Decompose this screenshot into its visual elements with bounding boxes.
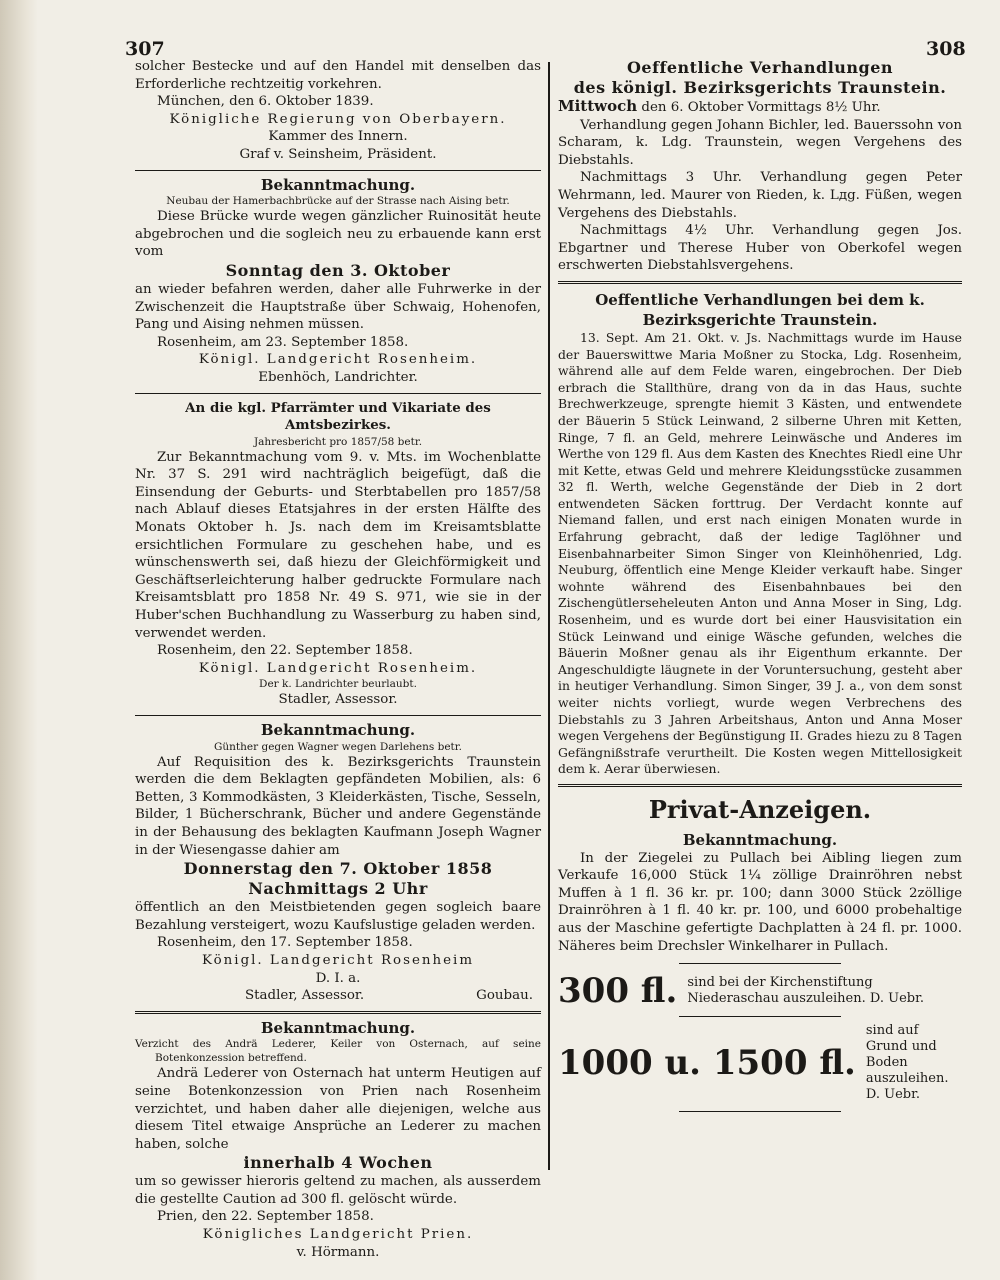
private-notice-title: Bekanntmachung. [682, 830, 838, 849]
hearing-item: Nachmittags 3 Uhr. Verhandlung gegen Peter Wehrmann, led. Maurer von Rieden, k. Lдg. Füßen, wegen Vergehens des Diebstahls. [558, 170, 962, 221]
ad-text: sind bei der Kirchenstiftung Niederaschau auszuleihen. D. Uebr. [687, 975, 925, 1007]
notice-title: An die kgl. Pfarrämter und Vikariate des Amtsbezirkes. [185, 399, 491, 434]
notice-subject: Verzicht des Andrä Lederer, Keiler von Osternach, auf seine Botenkonzession betreffend. [135, 1038, 541, 1065]
divider [558, 281, 962, 284]
report-title: Oeffentliche Verhandlungen bei dem k. Bezirksgerichte Traunstein. [595, 290, 925, 329]
private-section-title: Privat-Anzeigen. [648, 794, 872, 824]
notice-place-date: Rosenheim, am 23. September 1858. [157, 334, 409, 350]
notice-signature: Ebenhöch, Landrichter. [258, 369, 418, 385]
divider [135, 715, 541, 716]
divider [135, 393, 541, 394]
column-divider [548, 62, 550, 1170]
hearings-report [558, 290, 962, 778]
intro-signature: Graf v. Seinsheim, Präsident. [239, 146, 437, 162]
private-ads [558, 793, 962, 1112]
notice-court: Königl. Landgericht Rosenheim. [198, 660, 478, 676]
notice-subject: Günther gegen Wagner wegen Darlehens betr. [214, 740, 462, 753]
intro-authority: Königliche Regierung von Oberbayern. [169, 111, 507, 127]
notice-place-date: Rosenheim, den 17. September 1858. [157, 935, 413, 951]
notice-text-2: öffentlich an den Meistbietenden gegen sogleich baare Bezahlung versteigert, wozu Kaufslustige geladen werden. [135, 900, 541, 933]
hearing-item: Nachmittags 4½ Uhr. Verhandlung gegen Jos. Ebgartner und Therese Huber von Oberkofel wegen erschwerten Diebstahlsvergehens. [558, 223, 962, 274]
divider [558, 784, 962, 787]
report-text: 13. Sept. Am 21. Okt. v. Js. Nachmittags wurde im Hause der Bauerswittwe Maria Moßner zu Stocka, Ldg. Rosenheim, während alle auf dem Felde waren, eingebrochen. Der Dieb erbrach die Stallthüre, drang von da in das Haus, suchte Brechwerkzeuge, sprengte hiemit 3 Kästen, und entwendete der Bäuerin 5 Stück Leinwand, 2 silberne Uhren mit Ketten, Ringe, 7 fl. an Geld, mehrere Leinwäsche und Anderes im Werthe von 129 fl. Aus dem Kasten des Knechtes Riedl eine Uhr mit Kette, etwas Geld und mehrere Kleidungsstücke zusammen 32 fl. Werth, welche Gegenstände der Dieb in 2 dort entwendeten Säcken forttrug. Der Verdacht konnte auf Niemand fallen, und erst nach einigen Monaten wurde in Erfahrung gebracht, daß der ledige Taglöhner und Eisenbahnarbeiter Simon Singer von Kleinhöhenried, Ldg. Neuburg, öffentlich eine Menge Kleider verkauft habe. Singer wohnte während des Eisenbahnbaues bei den Zischengütlerseheleuten Anton und Anna Moser in Sing, Ldg. Rosenheim, und es wurde dort bei einer Hausvisitation ein Stück Leinwand und einige Wäsche gefunden, welches die Bäuerin Moßner genau als ihr Eigenthum erkannte. Der Angeschuldigte läugnete in der Voruntersuchung, gesteht aber in heutiger Verhandlung. Simon Singer, 39 J. a., von dem sonst weiter nichts vorliegt, wurde wegen Verbrechens des Diebstahls zu 3 Jahren Arbeitshaus, Anton und Anna Moser wegen Vergehens der Begünstigung II. Grades hiezu zu 8 Tagen Gefängnißstrafe verurtheilt. Die Kosten wegen Mittellosigkeit dem k. Aerar überwiesen. [558, 329, 962, 777]
notice-auction [135, 722, 541, 1005]
ad-amount: 1000 u. 1500 fl. [558, 1043, 856, 1084]
notice-deadline: innerhalb 4 Wochen [243, 1153, 433, 1173]
hearings-day: Mittwoch [558, 97, 638, 115]
notice-cosign: Goubau. [476, 988, 533, 1004]
divider [135, 1011, 541, 1014]
notice-title: Bekanntmachung. [260, 721, 416, 739]
left-column [135, 58, 541, 1261]
notice-time: Nachmittags 2 Uhr [248, 879, 428, 899]
notice-waiver [135, 1020, 541, 1262]
notice-text-2: an wieder befahren werden, daher alle Fuhrwerke in der Zwischenzeit die Hauptstraße über Schwaig, Hohenofen, Pang und Aising nehmen müssen. [135, 281, 541, 333]
divider [679, 963, 841, 964]
intro-section [135, 58, 541, 164]
hearing-item: Verhandlung gegen Johann Bichler, led. Bauerssohn von Scharam, k. Ldg. Traunstein, wegen Vergehens des Diebstahls. [558, 117, 962, 168]
signature-line [135, 987, 541, 1005]
notice-court: Königl. Landgericht Rosenheim. [198, 352, 478, 368]
notice-signature: v. Hörmann. [296, 1244, 380, 1260]
notice-court: Königl. Landgericht Rosenheim [201, 952, 475, 968]
notice-text: Diese Brücke wurde wegen gänzlicher Ruinosität heute abgebrochen und die sogleich neu zu erbauende kann erst vom [135, 209, 541, 260]
page-number-left: 307 [125, 38, 165, 60]
page-number-right: 308 [926, 38, 966, 60]
ad-300 [558, 972, 962, 1010]
private-notice-text: In der Ziegelei zu Pullach bei Aibling liegen zum Verkaufe 16,000 Stück 1¼ zöllige Drainröhren nebst Muffen à 1 fl. 36 kr. pr. 100; dann 3000 Stück 2zöllige Drainröhren à 1 fl. 40 kr. pr. 100, und 6000 probehaltige aus der Maschine gefertigte Dachplatten à 24 fl. pr. 1000. Näheres beim Drechsler Winkelharer in Pullach. [558, 850, 962, 954]
divider [135, 170, 541, 171]
notice-text: Zur Bekanntmachung vom 9. v. Mts. im Wochenblatte Nr. 37 S. 291 wird nachträglich beigefügt, daß die Einsendung der Geburts- und Sterbtabellen pro 1857/58 nach Ablauf dieses Etatsjahres in der ersten Hälfte des Monats Oktober h. Js. nach dem im Kreisamtsblatte ersichtlichen Formulare zu geschehen habe, und es wünschenswerth sei, daß hiezu der Gleichförmigkeit und Geschäftserleichterung halber gedruckte Formulare nach Kreisamtsblatt pro 1858 Nr. 49 S. 971, wie sie in der Huber'schen Buchhandlung zu Wasserburg zu haben sind, verwendet werden. [135, 449, 541, 641]
notice-bridge [135, 177, 541, 387]
intro-text: solcher Bestecke und auf den Handel mit denselben das Erforderliche rechtzeitig vorkehren. [135, 59, 541, 92]
notice-signature: Stadler, Assessor. [278, 692, 398, 708]
notice-subject: Neubau der Hamerbachbrücke auf der Strasse nach Aising betr. [166, 195, 510, 208]
notice-title: Bekanntmachung. [260, 175, 416, 194]
hearings-subtitle: des königl. Bezirksgerichts Traunstein. [573, 78, 947, 97]
intro-place-date: München, den 6. Oktober 1839. [157, 94, 374, 110]
notice-parishes [135, 400, 541, 710]
notice-text-2: um so gewisser hieroris geltend zu machen, als ausserdem die gestellte Caution ad 300 fl. gelöscht würde. [135, 1174, 541, 1207]
divider [679, 1016, 841, 1017]
notice-place-date: Rosenheim, den 22. September 1858. [157, 643, 413, 659]
hearings-time: den 6. Oktober Vormittags 8½ Uhr. [641, 100, 881, 115]
notice-subject: Jahresbericht pro 1857/58 betr. [253, 435, 423, 448]
notice-date: Donnerstag den 7. Oktober 1858 [183, 859, 493, 879]
notice-place-date: Prien, den 22. September 1858. [157, 1209, 374, 1225]
ad-text: sind auf Grund und Boden auszuleihen. D. Uebr. [865, 1023, 949, 1103]
intro-chamber: Kammer des Innern. [268, 129, 408, 145]
page-binding [0, 0, 38, 1280]
right-column [558, 58, 962, 1120]
notice-note: Der k. Landrichter beurlaubt. [259, 678, 417, 691]
hearings-day-line [558, 98, 962, 117]
ad-amount: 300 fl. [558, 971, 678, 1012]
notice-text: Andrä Lederer von Osternach hat unterm Heutigen auf seine Botenkonzession von Prien nach Rosenheim verzichtet, und haben daher alle diejenigen, welche aus diesem Titel etwaige Ansprüche an Lederer zu machen haben, solche [135, 1066, 541, 1152]
divider [679, 1111, 841, 1112]
notice-di: D. I. a. [315, 970, 361, 986]
notice-date: Sonntag den 3. Oktober [225, 260, 451, 280]
notice-text: Auf Requisition des k. Bezirksgerichts Traunstein werden die dem Beklagten gepfändeten Mobilien, als: 6 Betten, 3 Kommodkästen, 3 Kleiderkästen, Tische, Sesseln, Bilder, 1 Bücherschrank, Bücher und andere Gegenstände in der Behausung des beklagten Kaufmann Joseph Wagner in der Wiesengasse dahier am [135, 754, 541, 858]
hearings-traunstein [558, 58, 962, 275]
notice-title: Bekanntmachung. [260, 1018, 416, 1037]
ad-1000 [558, 1023, 962, 1103]
hearings-title: Oeffentliche Verhandlungen [626, 58, 894, 77]
notice-signature: Stadler, Assessor. [245, 988, 365, 1004]
notice-court: Königliches Landgericht Prien. [202, 1227, 474, 1243]
